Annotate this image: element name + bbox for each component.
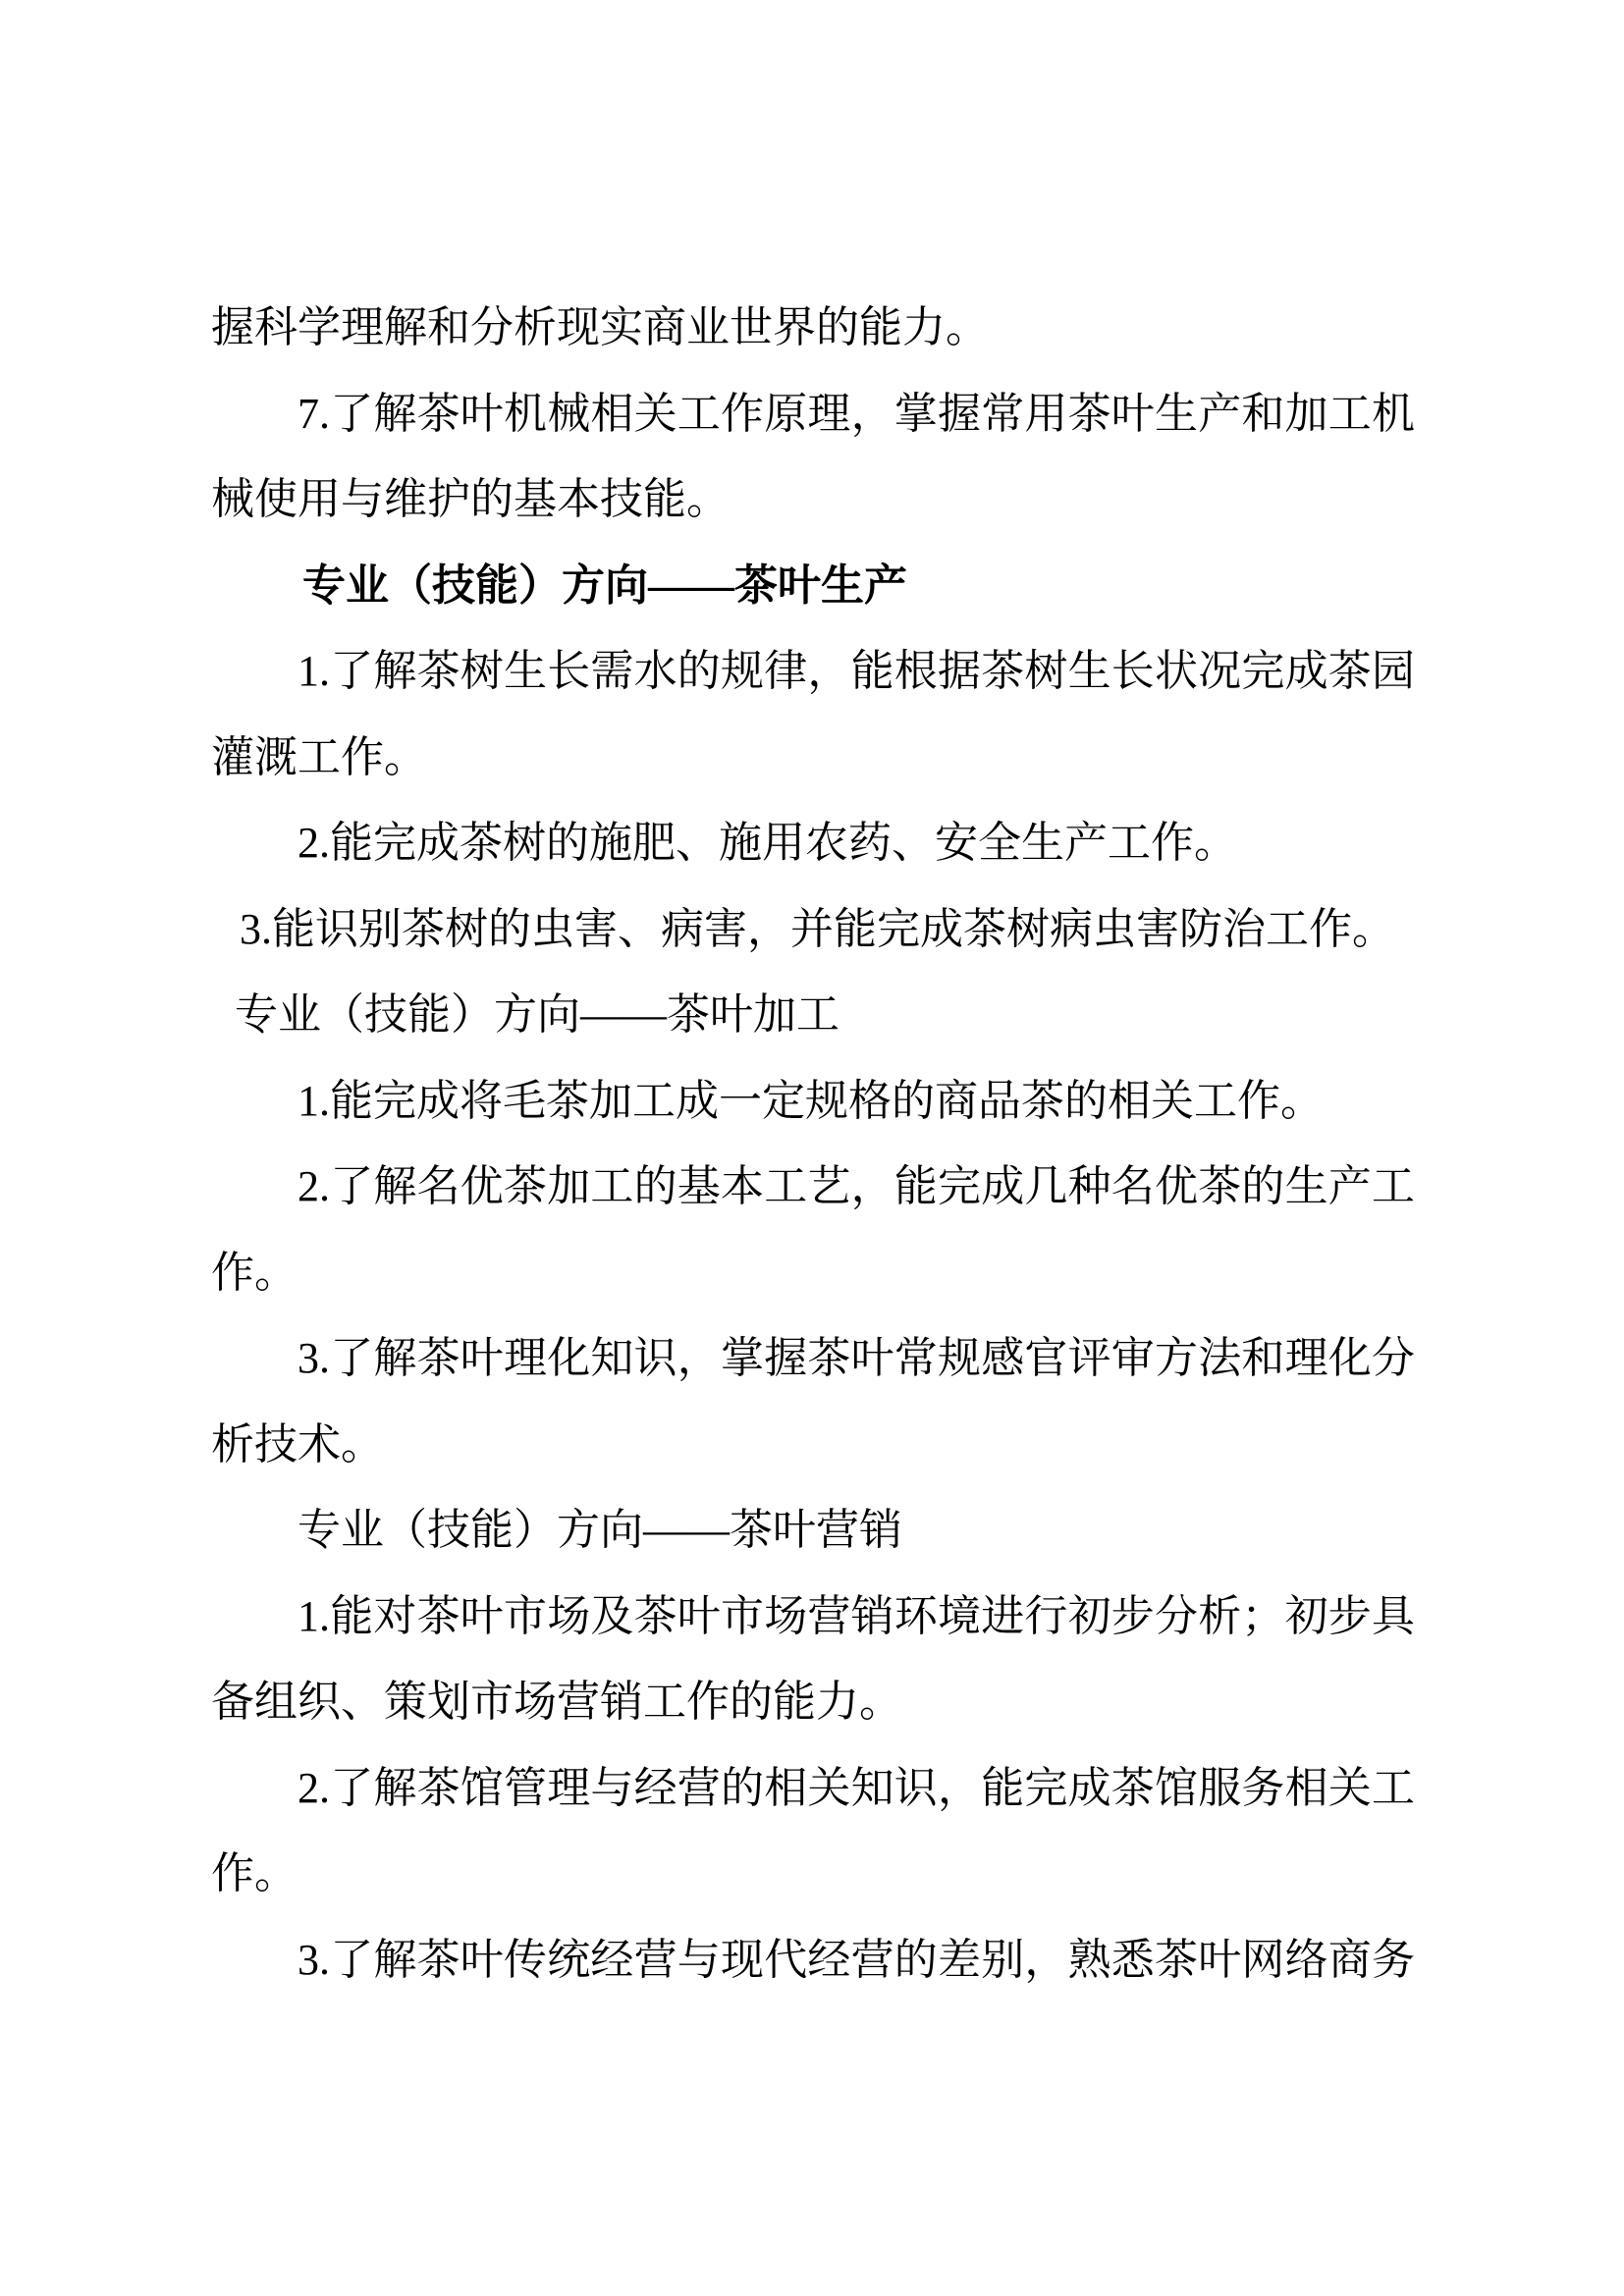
line-marketing-item2: 2.了解茶馆管理与经营的相关知识，能完成茶馆服务相关工 [298, 1763, 1415, 1812]
heading-direction-tea-production: 专业（技能）方向——茶叶生产 [302, 561, 907, 610]
line-processing-item3-continuation: 析技术。 [211, 1419, 384, 1468]
text-block [211, 285, 1415, 2002]
line-production-item1-continuation: 灌溉工作。 [211, 732, 427, 781]
line-processing-item2-continuation: 作。 [211, 1248, 298, 1297]
line-processing-item1: 1.能完成将毛茶加工成一定规格的商品茶的相关工作。 [298, 1076, 1324, 1125]
line-ability-continuation: 握科学理解和分析现实商业世界的能力。 [211, 303, 989, 351]
line-processing-item2: 2.了解名优茶加工的基本工艺，能完成几种名优茶的生产工 [298, 1162, 1415, 1210]
line-production-item3: 3.能识别茶树的虫害、病害，并能完成茶树病虫害防治工作。 [240, 904, 1395, 953]
line-marketing-item3: 3.了解茶叶传统经营与现代经营的差别，熟悉茶叶网络商务 [298, 1935, 1415, 1984]
line-marketing-item1: 1.能对茶叶市场及茶叶市场营销环境进行初步分析；初步具 [298, 1591, 1415, 1640]
line-item7-continuation: 械使用与维护的基本技能。 [211, 475, 730, 523]
line-marketing-item2-continuation: 作。 [211, 1849, 298, 1897]
line-processing-item3: 3.了解茶叶理化知识，掌握茶叶常规感官评审方法和理化分 [298, 1334, 1415, 1382]
line-marketing-item1-continuation: 备组织、策划市场营销工作的能力。 [211, 1678, 902, 1726]
heading-direction-tea-marketing: 专业（技能）方向——茶叶营销 [298, 1506, 902, 1554]
line-production-item1: 1.了解茶树生长需水的规律，能根据茶树生长状况完成茶园 [298, 647, 1415, 695]
line-item7-tea-machinery: 7.了解茶叶机械相关工作原理，掌握常用茶叶生产和加工机 [298, 389, 1415, 438]
heading-direction-tea-processing: 专业（技能）方向——茶叶加工 [235, 990, 839, 1039]
line-production-item2: 2.能完成茶树的施肥、施用农药、安全生产工作。 [298, 819, 1237, 867]
